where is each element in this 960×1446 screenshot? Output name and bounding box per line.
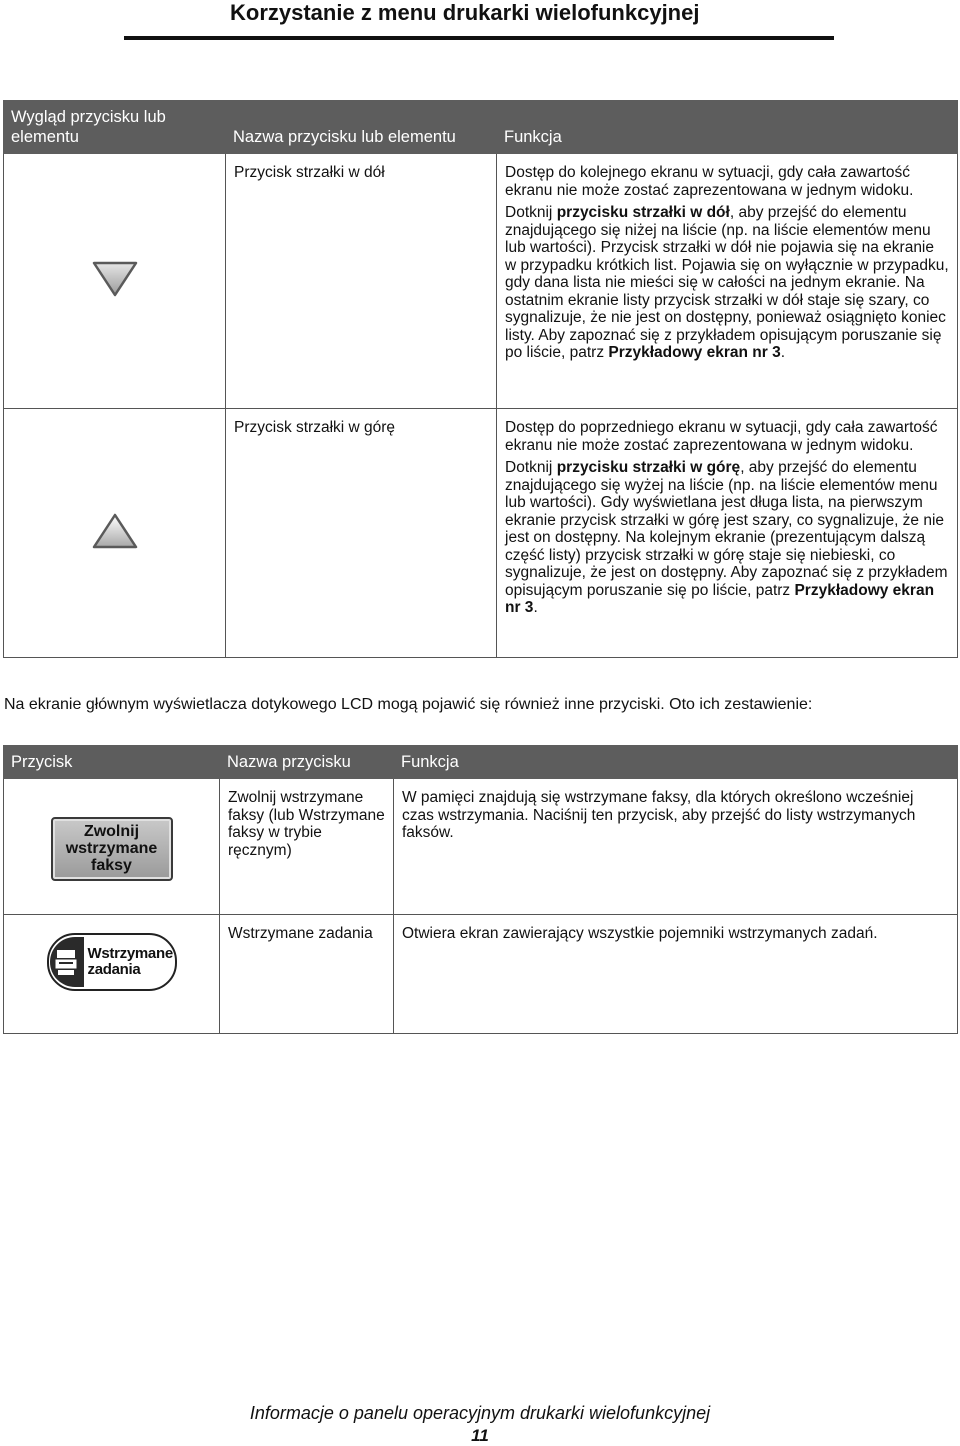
home-buttons-table [3, 745, 958, 1034]
intro-paragraph: Na ekranie głównym wyświetlacza dotykowego LCD mogą pojawić się również inne przyciski. Oto ich zestawienie: [4, 696, 813, 713]
function-cell: W pamięci znajdują się wstrzymane faksy, dla których określono wcześniej czas wstrzymania. Naciśnij ten przycisk, aby przejść do listy wstrzymanych faksów. [394, 779, 958, 915]
table-row [4, 779, 958, 915]
icon-cell [4, 915, 220, 1034]
col-header-name: Nazwa przycisku lub elementu [226, 101, 497, 154]
col-header-function: Funkcja [497, 101, 958, 154]
table-row [4, 409, 958, 658]
function-text: Dotknij przycisku strzałki w dół, aby przejść do elementu znajdującego się niżej na liście (np. na liście elementów menu lub wartości). Przycisk strzałki w dół nie pojawia się na ekranie w przypadku krótkich list. Pojawia się on wyłącznie w przypadku, gdy dana lista nie mieści się w całości na jednym ekranie. Na ostatnim ekranie listy przycisk strzałki w dół staje się szary, co sygnalizuje, że nie jest on dostępny, ponieważ osiągnięto koniec listy. Aby zapoznać się z przykładem opisującym poruszanie się po liście, patrz Przykładowy ekran nr 3. [505, 204, 949, 361]
function-cell [497, 409, 958, 658]
function-cell [497, 154, 958, 409]
table-header-row [4, 101, 958, 154]
held-jobs-label: Wstrzymane zadania [87, 945, 173, 978]
table-row [4, 154, 958, 409]
buttons-table [3, 100, 958, 658]
col-header-name: Nazwa przycisku [220, 746, 394, 779]
held-jobs-button [47, 933, 177, 991]
function-cell: Otwiera ekran zawierający wszystkie pojemniki wstrzymanych zadań. [394, 915, 958, 1034]
table-row [4, 915, 958, 1034]
function-text: Dostęp do poprzedniego ekranu w sytuacji, gdy cała zawartość ekranu nie może zostać zaprezentowana w jednym widoku. [505, 419, 938, 454]
down-arrow-icon [90, 286, 140, 303]
name-cell: Przycisk strzałki w górę [226, 409, 497, 658]
function-text: Dotknij przycisku strzałki w górę, aby przejść do elementu znajdującego się wyżej na liście (np. na liście elementów menu lub wartości). Gdy wyświetlana jest długa lista, na pierwszym ekranie przycisk strzałki w górę jest szary, co sygnalizuje, że nie jest on dostępny. Na kolejnym ekranie (prezentującym dalszą część listy) przycisk strzałki w górę staje się niebieski, co sygnalizuje, że jest on dostępny. Aby zapoznać się z przykładem opisującym poruszanie się po liście, patrz Przykładowy ekran nr 3. [505, 459, 948, 616]
held-jobs-icon [50, 937, 84, 987]
table-header-row [4, 746, 958, 779]
function-text: Dostęp do kolejnego ekranu w sytuacji, gdy cała zawartość ekranu nie może zostać zaprezentowana w jednym widoku. [505, 164, 914, 199]
col-header-function: Funkcja [394, 746, 958, 779]
col-header-appearance: Wygląd przycisku lub elementu [4, 101, 226, 154]
title-rule [124, 36, 834, 40]
name-cell: Przycisk strzałki w dół [226, 154, 497, 409]
name-cell: Wstrzymane zadania [220, 915, 394, 1034]
icon-cell [4, 154, 226, 409]
page-title: Korzystanie z menu drukarki wielofunkcyjnej [230, 0, 700, 25]
up-arrow-icon [90, 538, 140, 555]
icon-cell [4, 779, 220, 915]
icon-cell [4, 409, 226, 658]
footer-title: Informacje o panelu operacyjnym drukarki wielofunkcyjnej [249, 1403, 711, 1423]
page-number: 11 [471, 1426, 489, 1445]
col-header-button: Przycisk [4, 746, 220, 779]
name-cell: Zwolnij wstrzymane faksy (lub Wstrzymane faksy w trybie ręcznym) [220, 779, 394, 915]
release-held-faxes-button: Zwolnij wstrzymane faksy [51, 817, 173, 881]
